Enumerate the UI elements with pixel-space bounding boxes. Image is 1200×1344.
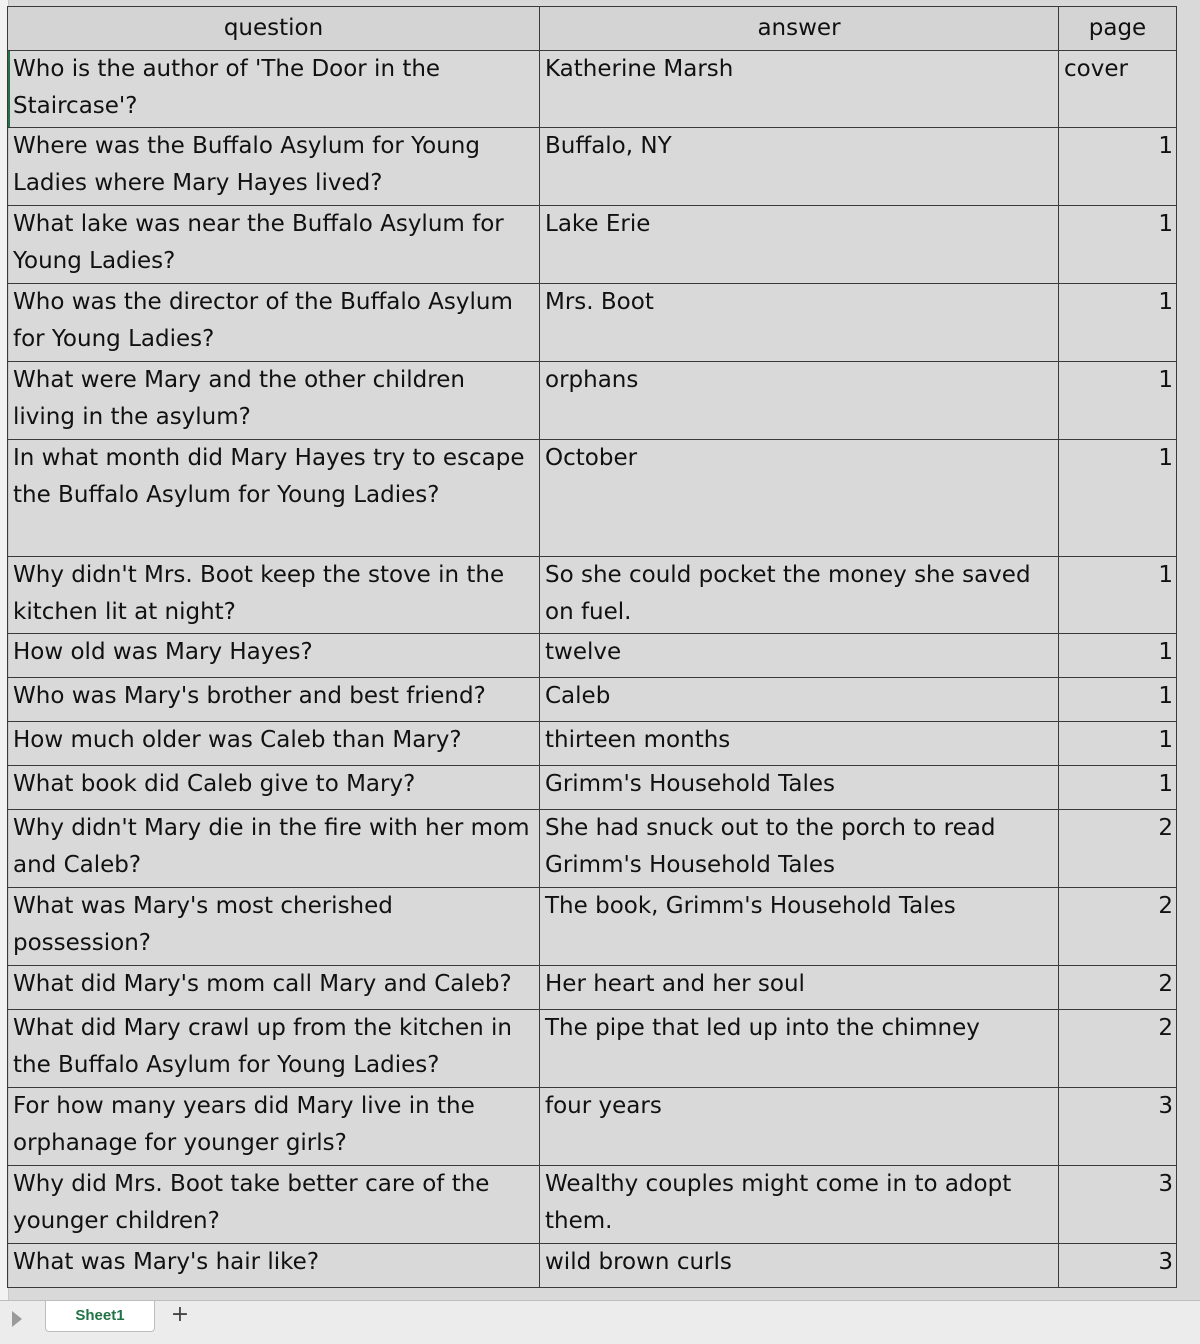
question-cell[interactable]: For how many years did Mary live in the orphanage for younger girls? (8, 1088, 540, 1166)
page-cell[interactable]: 1 (1059, 128, 1177, 206)
table-row (8, 51, 1177, 128)
table-row (8, 810, 1177, 888)
question-cell[interactable]: What were Mary and the other children living in the asylum? (8, 362, 540, 440)
question-cell[interactable]: What did Mary crawl up from the kitchen in the Buffalo Asylum for Young Ladies? (8, 1010, 540, 1088)
answer-cell[interactable]: Wealthy couples might come in to adopt them. (540, 1166, 1059, 1244)
table-row (8, 128, 1177, 206)
table-row (8, 1244, 1177, 1288)
column-header-page[interactable]: page (1059, 7, 1177, 51)
question-cell[interactable]: Where was the Buffalo Asylum for Young Ladies where Mary Hayes lived? (8, 128, 540, 206)
column-header-question[interactable]: question (8, 7, 540, 51)
table-row (8, 766, 1177, 810)
question-cell[interactable]: What book did Caleb give to Mary? (8, 766, 540, 810)
page-cell[interactable]: 1 (1059, 766, 1177, 810)
answer-cell[interactable]: twelve (540, 634, 1059, 678)
answer-cell[interactable]: Grimm's Household Tales (540, 766, 1059, 810)
page-cell[interactable]: 1 (1059, 284, 1177, 362)
triangle-right-icon[interactable] (12, 1311, 22, 1327)
page-cell[interactable]: 3 (1059, 1166, 1177, 1244)
question-cell[interactable]: Why didn't Mrs. Boot keep the stove in the kitchen lit at night? (8, 557, 540, 634)
answer-cell[interactable]: Buffalo, NY (540, 128, 1059, 206)
question-cell[interactable]: Why did Mrs. Boot take better care of the younger children? (8, 1166, 540, 1244)
table-row (8, 557, 1177, 634)
column-header-answer[interactable]: answer (540, 7, 1059, 51)
header-row (8, 7, 1177, 51)
answer-cell[interactable]: thirteen months (540, 722, 1059, 766)
table-row (8, 284, 1177, 362)
page-cell[interactable]: 2 (1059, 1010, 1177, 1088)
page-cell[interactable]: cover (1059, 51, 1177, 128)
question-cell[interactable]: What did Mary's mom call Mary and Caleb? (8, 966, 540, 1010)
page-cell[interactable]: 1 (1059, 557, 1177, 634)
answer-cell[interactable]: four years (540, 1088, 1059, 1166)
table-row (8, 966, 1177, 1010)
answer-cell[interactable]: Her heart and her soul (540, 966, 1059, 1010)
table-row (8, 722, 1177, 766)
answer-cell[interactable]: She had snuck out to the porch to read Grimm's Household Tales (540, 810, 1059, 888)
page-cell[interactable]: 2 (1059, 888, 1177, 966)
plus-icon[interactable]: + (170, 1302, 190, 1327)
table-row (8, 888, 1177, 966)
answer-cell[interactable]: October (540, 440, 1059, 557)
table-row (8, 440, 1177, 557)
answer-cell[interactable]: Mrs. Boot (540, 284, 1059, 362)
answer-cell[interactable]: The book, Grimm's Household Tales (540, 888, 1059, 966)
question-cell[interactable]: How much older was Caleb than Mary? (8, 722, 540, 766)
answer-cell[interactable]: Katherine Marsh (540, 51, 1059, 128)
question-cell[interactable]: What was Mary's hair like? (8, 1244, 540, 1288)
data-table (7, 6, 1177, 1288)
page-cell[interactable]: 2 (1059, 966, 1177, 1010)
page-cell[interactable]: 1 (1059, 634, 1177, 678)
answer-cell[interactable]: So she could pocket the money she saved on fuel. (540, 557, 1059, 634)
answer-cell[interactable]: The pipe that led up into the chimney (540, 1010, 1059, 1088)
question-cell[interactable]: Who was the director of the Buffalo Asylum for Young Ladies? (8, 284, 540, 362)
question-cell[interactable]: Who was Mary's brother and best friend? (8, 678, 540, 722)
table-row (8, 1088, 1177, 1166)
answer-cell[interactable]: Caleb (540, 678, 1059, 722)
question-cell[interactable]: What lake was near the Buffalo Asylum for Young Ladies? (8, 206, 540, 284)
question-cell[interactable]: What was Mary's most cherished possession? (8, 888, 540, 966)
sheet-tab-bar (0, 1300, 1200, 1344)
question-cell[interactable]: Why didn't Mary die in the fire with her mom and Caleb? (8, 810, 540, 888)
page-cell[interactable]: 1 (1059, 678, 1177, 722)
sheet-tab[interactable]: Sheet1 (45, 1301, 155, 1332)
page-cell[interactable]: 1 (1059, 206, 1177, 284)
question-cell[interactable]: In what month did Mary Hayes try to escape the Buffalo Asylum for Young Ladies? (8, 440, 540, 557)
page-cell[interactable]: 3 (1059, 1244, 1177, 1288)
page-cell[interactable]: 2 (1059, 810, 1177, 888)
table-row (8, 1010, 1177, 1088)
table-row (8, 1166, 1177, 1244)
table-row (8, 362, 1177, 440)
table-row (8, 206, 1177, 284)
question-cell[interactable]: Who is the author of 'The Door in the Staircase'? (8, 51, 540, 128)
question-cell[interactable]: How old was Mary Hayes? (8, 634, 540, 678)
answer-cell[interactable]: wild brown curls (540, 1244, 1059, 1288)
page-cell[interactable]: 1 (1059, 440, 1177, 557)
page-cell[interactable]: 3 (1059, 1088, 1177, 1166)
table-row (8, 634, 1177, 678)
table-row (8, 678, 1177, 722)
answer-cell[interactable]: orphans (540, 362, 1059, 440)
page-cell[interactable]: 1 (1059, 362, 1177, 440)
answer-cell[interactable]: Lake Erie (540, 206, 1059, 284)
page-cell[interactable]: 1 (1059, 722, 1177, 766)
